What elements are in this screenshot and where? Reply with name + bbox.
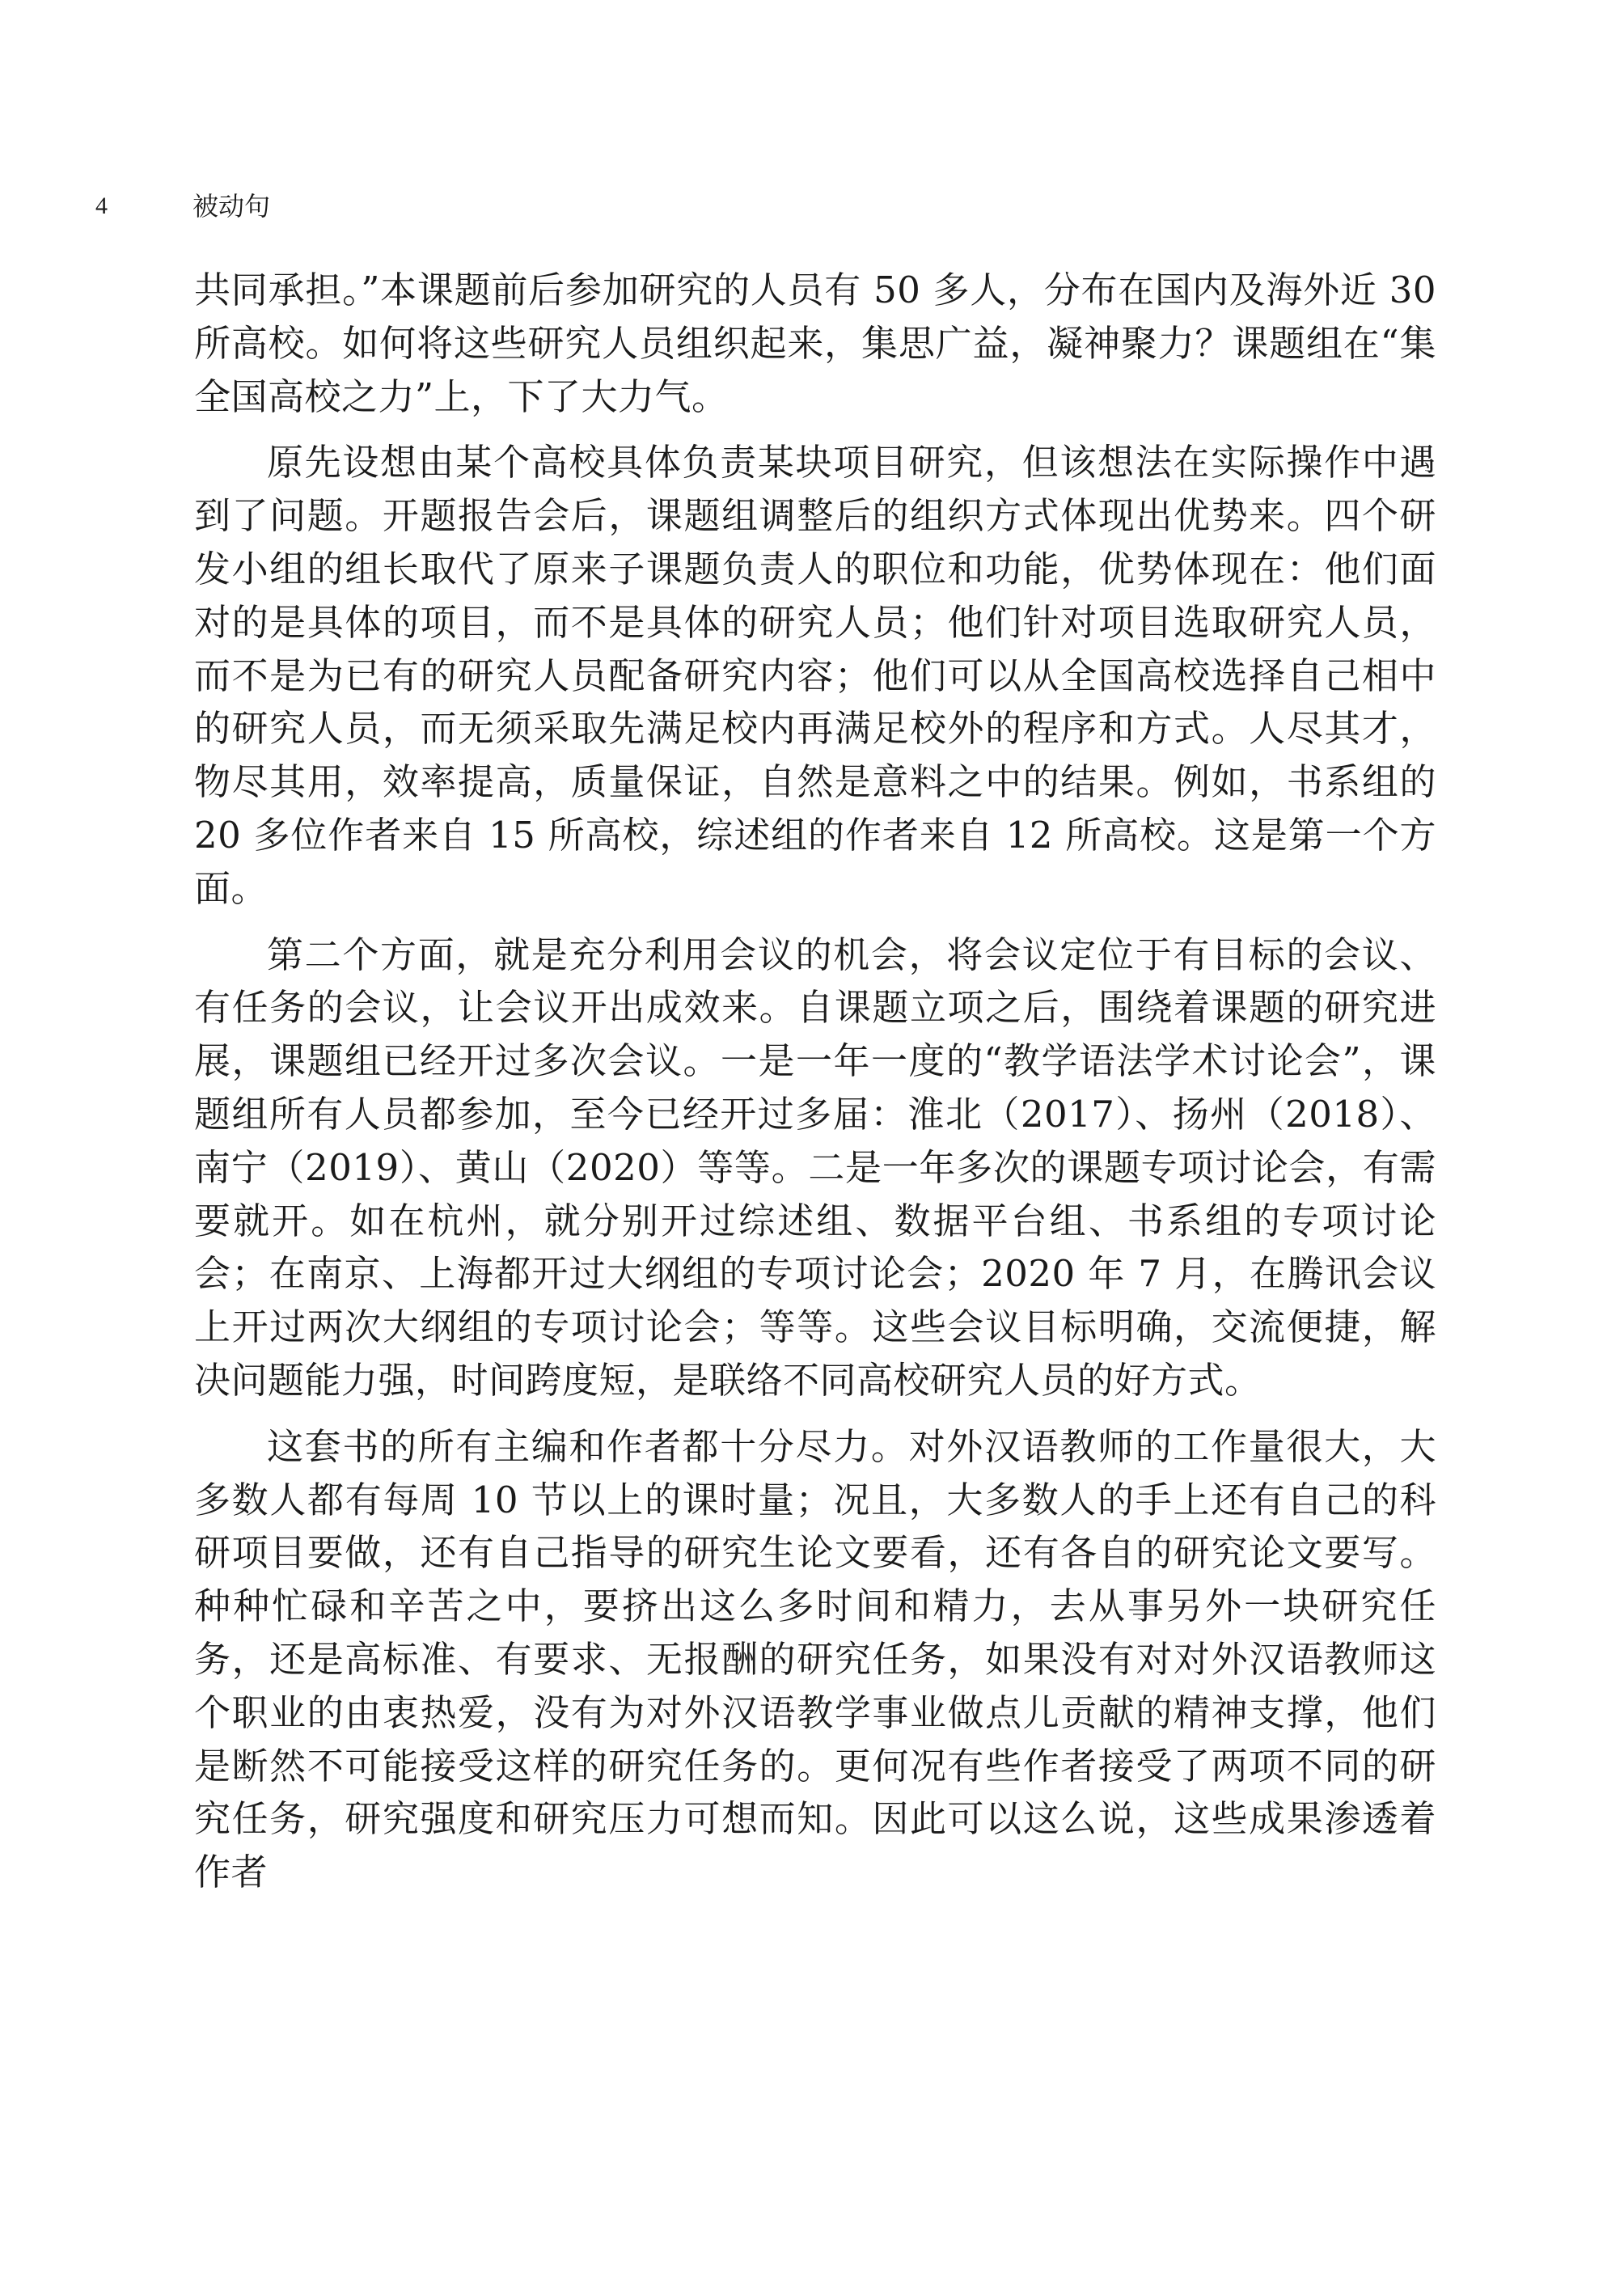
page-number: 4 [95,192,108,219]
paragraph-4: 这套书的所有主编和作者都十分尽力。对外汉语教师的工作量很大，大多数人都有每周 10 节以上的课时量；况且，大多数人的手上还有自己的科研项目要做，还有自己指导的研究生论文要看，还有各自的研究论文要写。种种忙碌和辛苦之中，要挤出这么多时间和精力，去从事另外一块研究任务，还是高标准、有要求、无报酬的研究任务，如果没有对对外汉语教师这个职业的由衷热爱，没有为对外汉语教学事业做点儿贡献的精神支撑，他们是断然不可能接受这样的研究任务的。更何况有些作者接受了两项不同的研究任务，研究强度和研究压力可想而知。因此可以这么说，这些成果渗透着作者 [194,1424,1436,1894]
running-header [0,186,1624,226]
paragraph-3: 第二个方面，就是充分利用会议的机会，将会议定位于有目标的会议、有任务的会议，让会议开出成效来。自课题立项之后，围绕着课题的研究进展，课题组已经开过多次会议。一是一年一度的“教学语法学术讨论会”，课题组所有人员都参加，至今已经开过多届：淮北（2017）、扬州（2018）、南宁（2019）、黄山（2020）等等。二是一年多次的课题专项讨论会，有需要就开。如在杭州，就分别开过综述组、数据平台组、书系组的专项讨论会；在南京、上海都开过大纲组的专项讨论会；2020 年 7 月，在腾讯会议上开过两次大纲组的专项讨论会；等等。这些会议目标明确，交流便捷，解决问题能力强，时间跨度短，是联络不同高校研究人员的好方式。 [194,933,1436,1402]
paragraph-2: 原先设想由某个高校具体负责某块项目研究，但该想法在实际操作中遇到了问题。开题报告会后，课题组调整后的组织方式体现出优势来。四个研发小组的组长取代了原来子课题负责人的职位和功能，优势体现在：他们面对的是具体的项目，而不是具体的研究人员；他们针对项目选取研究人员，而不是为已有的研究人员配备研究内容；他们可以从全国高校选择自己相中的研究人员，而无须采取先满足校内再满足校外的程序和方式。人尽其才，物尽其用，效率提高，质量保证，自然是意料之中的结果。例如，书系组的 20 多位作者来自 15 所高校，综述组的作者来自 12 所高校。这是第一个方面。 [194,441,1436,910]
running-title: 被动句 [192,191,271,222]
body-text [194,264,1436,1912]
paragraph-1: 共同承担。”本课题前后参加研究的人员有 50 多人，分布在国内及海外近 30 所高校。如何将这些研究人员组织起来，集思广益，凝神聚力？课题组在“集全国高校之力”上，下了大力气。 [194,269,1436,418]
